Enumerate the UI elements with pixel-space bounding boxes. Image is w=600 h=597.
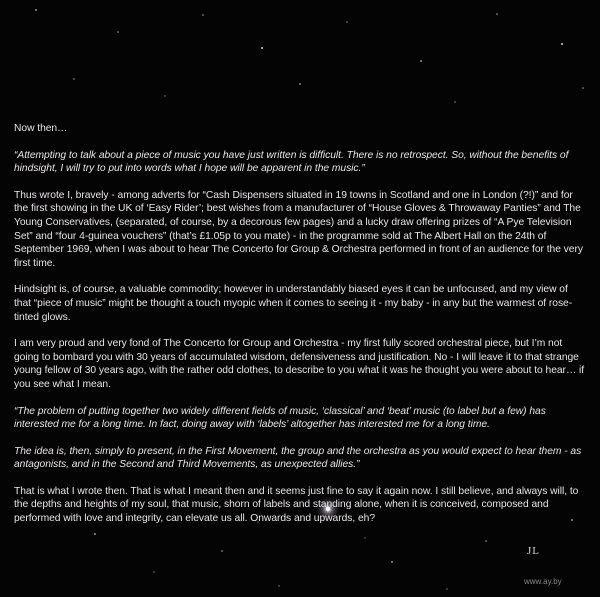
signature: JL — [527, 545, 540, 557]
quote-paragraph-3: The idea is, then, simply to present, in the First Movement, the group and the orchestra as you would expect to hear them - as antagonists, and in the Second and Third Movements, as unexpected allies.” — [14, 445, 582, 471]
opening-line: Now then… — [14, 123, 68, 134]
paragraph-3: I am very proud and very fond of The Concerto for Group and Orchestra - my first fully scored orchestral piece, but I’m not going to bombard you with 30 years of accumulated wisdom, defensiveness and justification. No - I will leave it to that strange young fellow of 30 years ago, with the rather odd clothes, to describe to you what it was he thought you were about to hear… if you see what I mean. — [14, 338, 585, 390]
paragraph-1: Thus wrote I, bravely - among adverts for “Cash Dispensers situated in 19 towns in Scotland and one in London (?!)” and for the first showing in the UK of ‘Easy Rider’; best wishes from a manufacturer of “House Gloves & Throwaway Panties” and The Young Conservatives, (separated, of course, by a decorous few pages) and a lucky draw offering prizes of “A Pye Television Set” and “four 4-guinea vouchers” (that’s £1.05p to you mate) - in the programme sold at The Albert Hall on the 24th of September 1969, when I was about to hear The Concerto for Group & Orchestra performed in front of an audience for the very first time. — [14, 189, 583, 269]
quote-paragraph-2: “The problem of putting together two widely different fields of music, ‘classical’ and ‘beat’ music (to label but a few) has interested me for a long time. In fact, doing away with ‘labels’ altogether has interested me for a long time. — [14, 405, 546, 431]
liner-notes-text — [14, 122, 587, 526]
paragraph-4: That is what I wrote then. That is what I meant then and it seems just fine to say it again now. I still believe, and always will, to the depths and heights of my soul, that music, shorn of labels and standing alone, when it is conceived, composed and performed with love and integrity, can elevate us all. Onwards and upwards, eh? — [14, 485, 579, 525]
paragraph-2: Hindsight is, of course, a valuable commodity; however in understandably biased eyes it can be unfocused, and my view of that “piece of music” might be thought a touch myopic when it comes to seeing it - my baby - in any but the warmest of rose-tinted glows. — [14, 284, 573, 323]
watermark: www.ay.by — [524, 577, 562, 586]
quote-paragraph-1: “Attempting to talk about a piece of music you have just written is difficult. There is no retrospect. So, without the benefits of hindsight, I will try to put into words what I hope will be apparent in the music.” — [14, 149, 569, 175]
